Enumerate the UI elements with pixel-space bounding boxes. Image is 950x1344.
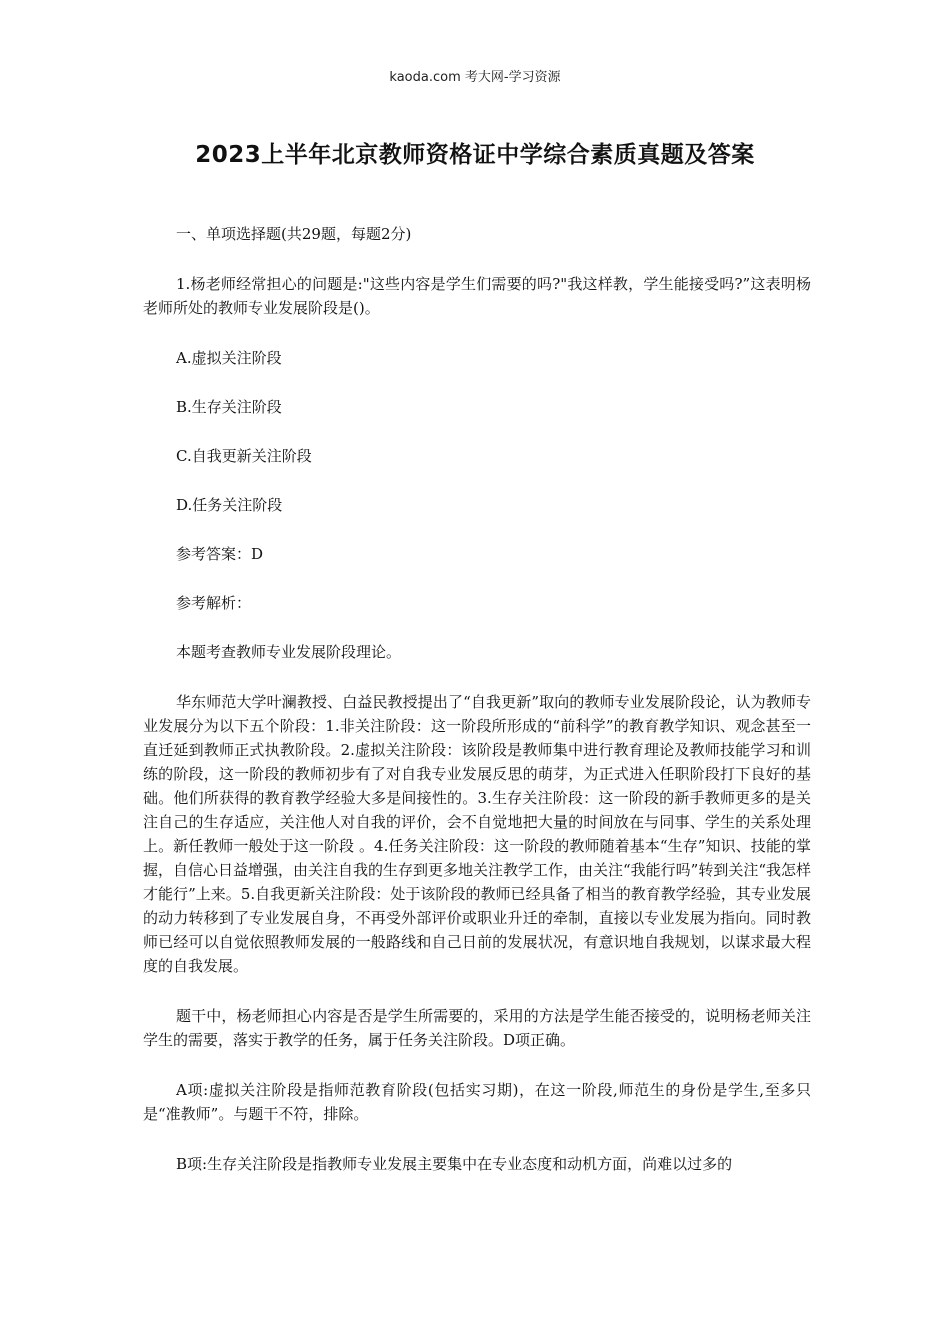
question-stem: 1.杨老师经常担心的问题是:"这些内容是学生们需要的吗?"我这样教，学生能接受吗?”这表明杨老师所处的教师专业发展阶段是()。 xyxy=(143,275,811,317)
document-body xyxy=(143,222,811,1202)
page-header: kaoda.com 考大网-学习资源 xyxy=(389,70,561,85)
analysis-paragraph: 华东师范大学叶澜教授、白益民教授提出了“自我更新”取向的教师专业发展阶段论，认为教师专业发展分为以下五个阶段：1.非关注阶段：这一阶段所形成的“前科学”的教育教学知识、观念甚至一直迁延到教师正式执教阶段。2.虚拟关注阶段：该阶段是教师集中进行教育理论及教师技能学习和训练的阶段，这一阶段的教师初步有了对自我专业发展反思的萌芽，为正式进入任职阶段打下良好的基础。他们所获得的教育教学经验大多是间接性的。3.生存关注阶段：这一阶段的新手教师更多的是关注自己的生存适应，关注他人对自我的评价，会不自觉地把大量的时间放在与同事、学生的关系处理上。新任教师一般处于这一阶段 。4.任务关注阶段：这一阶段的教师随着基本“生存”知识、技能的掌握，自信心日益增强，由关注自我的生存到更多地关注教学工作，由关注“我能行吗”转到关注“我怎样才能行”上来。5.自我更新关注阶段：处于该阶段的教师已经具备了相当的教育教学经验，其专业发展的动力转移到了专业发展自身，不再受外部评价或职业升迁的牵制，直接以专业发展为指向。同时教师已经可以自觉依照教师发展的一般路线和自己日前的发展状况，有意识地自我规划，以谋求最大程度的自我发展。 xyxy=(143,693,812,975)
option-a: A.虚拟关注阶段 xyxy=(176,349,282,367)
option-b: B.生存关注阶段 xyxy=(176,398,282,416)
option-d: D.任务关注阶段 xyxy=(176,496,283,514)
reference-answer: 参考答案：D xyxy=(176,545,264,563)
analysis-paragraph: B项:生存关注阶段是指教师专业发展主要集中在专业态度和动机方面，尚难以过多的 xyxy=(176,1155,733,1173)
option-c: C.自我更新关注阶段 xyxy=(176,447,312,465)
analysis-label: 参考解析： xyxy=(176,594,252,612)
section-heading: 一、单项选择题(共29题，每题2分) xyxy=(176,225,412,243)
document-title: 2023上半年北京教师资格证中学综合素质真题及答案 xyxy=(195,142,755,168)
analysis-paragraph: 题干中，杨老师担心内容是否是学生所需要的，采用的方法是学生能否接受的，说明杨老师关注学生的需要，落实于教学的任务，属于任务关注阶段。D项正确。 xyxy=(143,1007,811,1049)
analysis-paragraph: A项:虚拟关注阶段是指师范教育阶段(包括实习期)，在这一阶段,师范生的身份是学生,至多只是“准教师”。与题干不符，排除。 xyxy=(143,1081,811,1123)
analysis-paragraph: 本题考查教师专业发展阶段理论。 xyxy=(176,643,402,661)
